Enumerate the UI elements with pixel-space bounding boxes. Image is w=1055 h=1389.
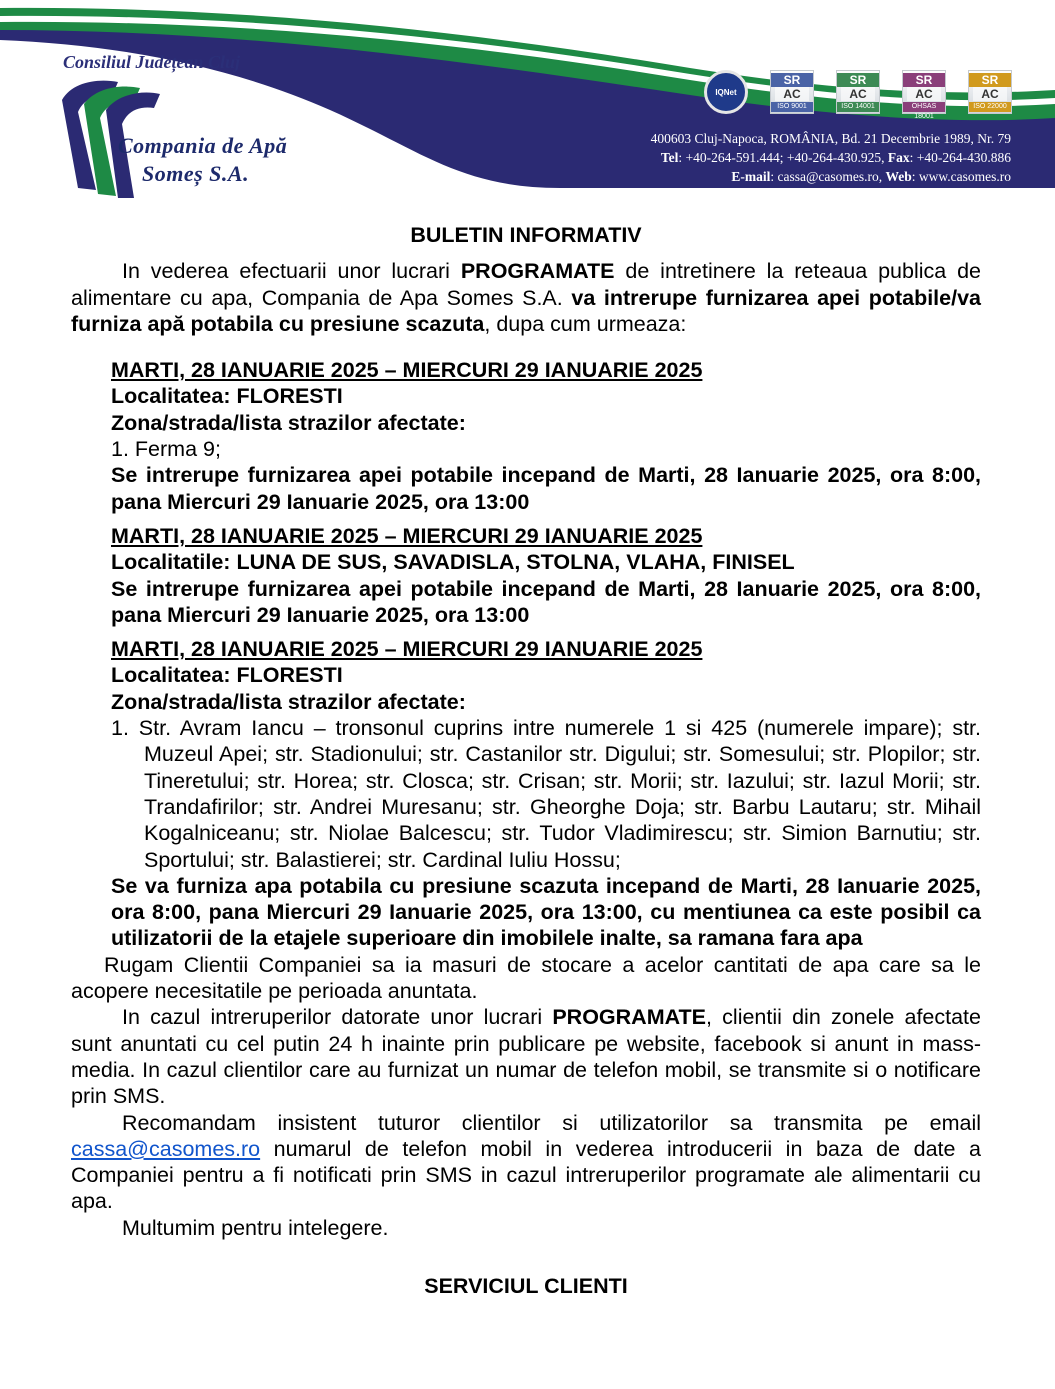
srac-ohsas18001-badge-icon: SR AC OHSAS 18001	[902, 70, 946, 114]
section-notice: Se va furniza apa potabila cu presiune scazuta incepand de Marti, 28 Ianuarie 2025, ora 8:00, pana Miercuri 29 Ianuarie 2025, ora 13:00, cu mentiunea ca este posibil ca utilizatorii de la etajele superioare din imobilele inalte, sa ramana fara apa	[111, 873, 981, 951]
outage-section-1	[111, 357, 981, 515]
list-item: 1. Str. Avram Iancu – tronsonul cuprins intre numerele 1 si 425 (numerele impare); str. Muzeul Apei; str. Stadionului; str. Castanilor str. Digului; str. Somesului; str. Plopilor; str. Tineretului; str. Horea; str. Closca; str. Crisan; str. Morii; str. Iazului; str. Iazul Morii; str. Trandafirilor; str. Andrei Muresanu; str. Gheorghe Doja; str. Barbu Lautaru; str. Mihail Kogalniceanu; str. Niolae Balcescu; str. Tudor Vladimirescu; str. Simion Barnutiu; str. Sportului; str. Balastierei; str. Cardinal Iuliu Hossu;	[111, 716, 981, 872]
recommendation-paragraph: Recomandam insistent tuturor clientilor si utilizatorilor sa transmita pe email cassa@casomes.ro numarul de telefon mobil in vederea introducerii in baza de date a Companiei pentru a fi notificati prin SMS in cazul intreruperilor programate ale alimentarii cu apa.	[71, 1110, 981, 1214]
section-notice: Se intrerupe furnizarea apei potabile incepand de Marti, 28 Ianuarie 2025, ora 8:00, pana Miercuri 29 Ianuarie 2025, ora 13:00	[111, 576, 981, 627]
section-locality: Localitatea: FLORESTI	[111, 384, 343, 409]
document-title: BULETIN INFORMATIV	[410, 223, 642, 247]
list-item: 1. Ferma 9;	[111, 437, 221, 462]
section-locality: Localitatile: LUNA DE SUS, SAVADISLA, STOLNA, VLAHA, FINISEL	[111, 550, 795, 575]
section-zone-label: Zona/strada/lista strazilor afectate:	[111, 410, 466, 435]
phone-line: Tel: +40-264-591.444; +40-264-430.925, Fax: +40-264-430.886	[660, 150, 1011, 165]
section-date: MARTI, 28 IANUARIE 2025 – MIERCURI 29 IANUARIE 2025	[111, 523, 703, 548]
section-notice: Se intrerupe furnizarea apei potabile incepand de Marti, 28 Ianuarie 2025, ora 8:00, pana Miercuri 29 Ianuarie 2025, ora 13:00	[111, 463, 981, 514]
srac-iso14001-badge-icon: SR AC ISO 14001	[836, 70, 880, 114]
signature: SERVICIUL CLIENTI	[424, 1273, 628, 1298]
section-date: MARTI, 28 IANUARIE 2025 – MIERCURI 29 IANUARIE 2025	[111, 358, 703, 383]
outage-section-3	[111, 636, 981, 952]
outage-section-2	[111, 523, 981, 628]
intro-paragraph: In vederea efectuarii unor lucrari PROGRAMATE de intretinere la reteaua publica de alimentare cu apa, Compania de Apa Somes S.A. va intrerupe furnizarea apei potabile/va furniza apă potabila cu presiune scazuta, dupa cum urmeaza:	[71, 259, 982, 336]
email-link[interactable]: cassa@casomes.ro	[71, 1136, 261, 1161]
iqnet-badge-icon: IQNet	[704, 70, 748, 114]
logo-line-1: Compania de Apă	[118, 133, 288, 158]
letterhead	[0, 0, 1055, 205]
address-line: 400603 Cluj-Napoca, ROMÂNIA, Bd. 21 Decembrie 1989, Nr. 79	[650, 131, 1011, 146]
contact-block	[651, 129, 1011, 186]
email-web-line: E-mail: cassa@casomes.ro, Web: www.casomes.ro	[731, 169, 1011, 184]
section-date: MARTI, 28 IANUARIE 2025 – MIERCURI 29 IANUARIE 2025	[111, 637, 703, 662]
srac-iso9001-badge-icon: SR AC ISO 9001	[770, 70, 814, 114]
storage-paragraph: Rugam Clientii Companiei sa ia masuri de stocare a acelor cantitati de apa care sa le acopere necesitatile pe perioada anuntata.	[71, 952, 981, 1004]
section-locality: Localitatea: FLORESTI	[111, 663, 343, 688]
srac-iso22000-badge-icon: SR AC ISO 22000	[968, 70, 1012, 114]
council-name: Consiliul Județean Cluj	[63, 52, 241, 72]
logo-line-2: Someș S.A.	[142, 161, 250, 186]
document-body	[71, 222, 981, 1299]
notification-paragraph: In cazul intreruperilor datorate unor lucrari PROGRAMATE, clientii din zonele afectate sunt anuntati cu cel putin 24 h inainte prin publicare pe website, facebook si anunt in mass-media. In cazul clientilor care au furnizat un numar de telefon mobil, se transmite si o notificare prin SMS.	[71, 1005, 981, 1109]
section-zone-label: Zona/strada/lista strazilor afectate:	[111, 689, 466, 714]
company-logo-text	[118, 132, 287, 188]
thanks-line: Multumim pentru intelegere.	[122, 1215, 389, 1240]
